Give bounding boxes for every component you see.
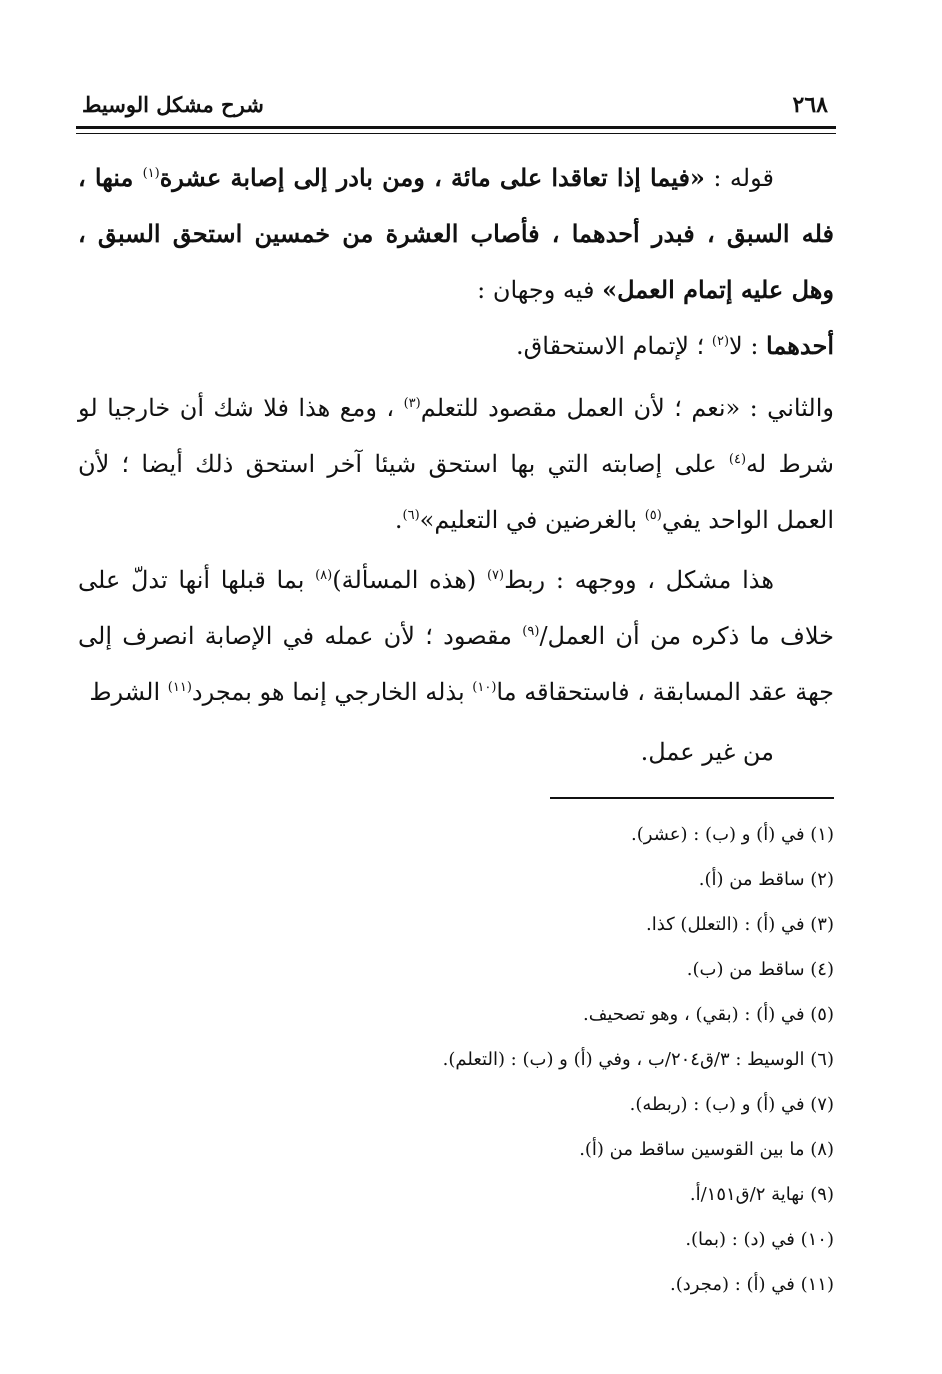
quoted-text: «فيما إذا تعاقدا على مائة ، ومن بادر إلى إصابة عشرة — [159, 163, 705, 192]
footnote-ref: (١٠) — [472, 680, 497, 695]
paragraph-2 — [78, 318, 834, 374]
main-text — [78, 150, 834, 780]
footnote-item: (١٠) في (د) : (بما). — [685, 1229, 834, 1250]
quote-intro: قوله : — [704, 164, 774, 192]
paragraph-text: من غير عمل. — [640, 738, 774, 766]
quoted-text: على إصابته التي بها استحق شيئا آخر استحق ذلك أيضا ؛ لأن العمل الواحد يفي — [78, 450, 834, 534]
footnote-item: (١) في (أ) و (ب) : (عشر). — [631, 824, 834, 845]
paragraph-text: الشرط — [89, 678, 168, 706]
quoted-text: بالغرضين في التعليم» — [419, 506, 645, 534]
paragraph-1 — [78, 150, 834, 318]
footnote-separator — [550, 797, 834, 799]
running-title: شرح مشكل الوسيط — [82, 92, 264, 117]
paragraph-lead: أحدهما — [766, 331, 834, 360]
paragraph-text: هذا مشكل ، ووجهه : ربط — [504, 566, 774, 594]
footnote-item: (١١) في (أ) : (مجرد). — [670, 1274, 834, 1295]
quoted-text: . — [394, 506, 403, 534]
footnote-item: (٥) في (أ) : (بقي) ، وهو تصحيف. — [583, 1004, 834, 1025]
footnote-ref: (٧) — [486, 568, 505, 583]
footnote-ref: (٦) — [402, 508, 420, 523]
paragraph-4 — [78, 552, 834, 720]
footnote-item: (٢) ساقط من (أ). — [698, 869, 834, 890]
page-header — [78, 92, 834, 122]
footnotes-list — [234, 812, 834, 1307]
quoted-text: ، ومع هذا فلا شك أن خارجيا لو شرط له — [78, 394, 835, 478]
paragraph-5 — [78, 724, 834, 780]
footnote-ref: (١١) — [167, 680, 192, 695]
footnote-ref: (٨) — [315, 568, 333, 583]
paragraph-text: (هذه المسألة) — [332, 566, 487, 594]
footnote-item: (٤) ساقط من (ب). — [686, 959, 834, 980]
footnote-ref: (٥) — [644, 508, 662, 523]
footnote-item: (٨) ما بين القوسين ساقط من (أ). — [579, 1139, 834, 1160]
footnote-ref: (٣) — [403, 396, 421, 411]
paragraph-3 — [78, 380, 834, 548]
header-rule-thin — [76, 133, 836, 134]
footnote-ref: (٩) — [522, 624, 540, 639]
footnote-ref: (٤) — [728, 452, 747, 467]
paragraph-text: ؛ لإتمام الاستحقاق. — [516, 332, 712, 360]
footnote-ref: (٢) — [711, 334, 730, 349]
footnote-item: (٧) في (أ) و (ب) : (ربطه). — [629, 1094, 834, 1115]
header-rule-thick — [76, 126, 836, 129]
paragraph-text: بما قبلها أنها تدلّ على خلاف ما ذكره من أن العمل/ — [78, 566, 835, 650]
paragraph-text: بذله الخارجي إنما هو بمجرد — [191, 678, 473, 706]
paragraph-text: : لا — [729, 332, 767, 360]
page-number: ٢٦٨ — [792, 92, 828, 118]
quoted-text: والثاني : «نعم ؛ لأن العمل مقصود للتعلم — [420, 394, 834, 422]
paragraph-text: مقصود ؛ لأن عمله في الإصابة انصرف إلى جهة عقد المسابقة ، فاستحقاقه ما — [78, 622, 834, 706]
footnote-item: (٣) في (أ) : (التعلل) كذا. — [645, 914, 834, 935]
footnote-item: (٦) الوسيط : ٣/ق٢٠٤/ب ، وفي (أ) و (ب) : (التعلم). — [442, 1049, 834, 1070]
footnote-item: (٩) نهاية ٢/ق١٥١/أ. — [689, 1184, 834, 1205]
quoted-text: منها ، فله السبق ، فبدر أحدهما ، فأصاب العشرة من خمسين استحق السبق ، وهل عليه إتمام العمل» — [78, 163, 834, 304]
footnote-ref: (١) — [142, 166, 160, 181]
paragraph-text: فيه وجهان : — [477, 276, 603, 304]
